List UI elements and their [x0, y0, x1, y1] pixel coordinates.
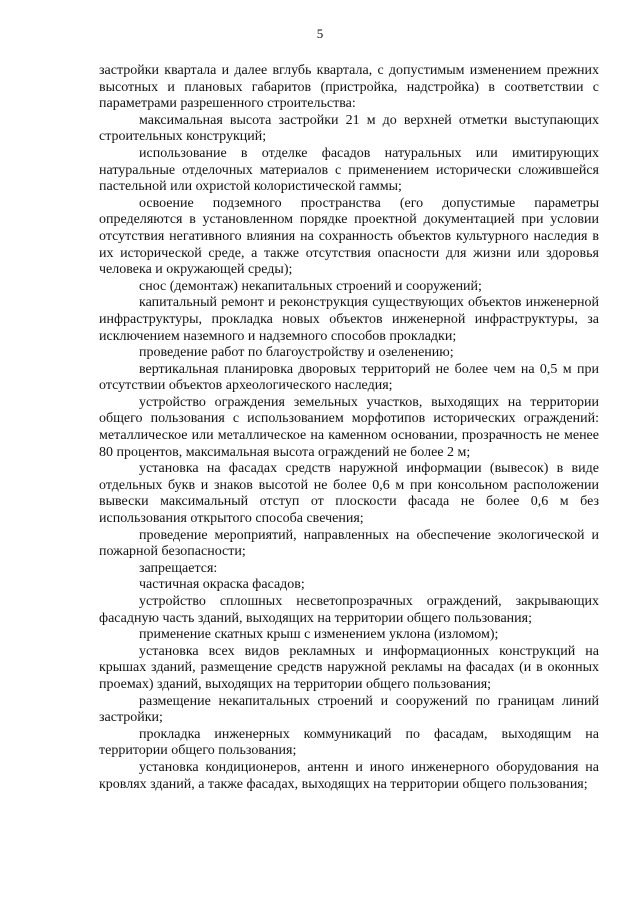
paragraph-14: устройство сплошных несветопрозрачных ограждений, закрывающих фасадную часть зданий, выходящих на территории общего пользования; [99, 594, 599, 626]
paragraph-16: установка всех видов рекламных и информационных конструкций на крышах зданий, размещение средств наружной рекламы на фасадах (и в оконных проемах) зданий, выходящих на территории общего пользования; [99, 643, 599, 692]
paragraph-1: застройки квартала и далее вглубь квартала, с допустимым изменением прежних высотных и плановых габаритов (пристройка, надстройка) в соответствии с параметрами разрешенного строительства: [99, 63, 599, 112]
paragraph-19: установка кондиционеров, антенн и иного инженерного оборудования на кровлях зданий, а также фасадах, выходящих на территории общего пользования; [99, 759, 599, 792]
paragraph-15: применение скатных крыш с изменением уклона (изломом); [139, 627, 499, 643]
paragraph-8: вертикальная планировка дворовых территорий не более чем на 0,5 м при отсутствии объектов археологического наследия; [99, 361, 599, 394]
paragraph-4: освоение подземного пространства (его допустимые параметры определяются в установленном порядке проектной документацией при условии отсутствия негативного влияния на сохранность объектов культурного наследия в их исторической среде, а также отсутствия опасности для жизни или здоровья человека и окружающей среды); [99, 195, 599, 278]
paragraph-11: проведение мероприятий, направленных на обеспечение экологической и пожарной безопасности; [99, 527, 599, 560]
paragraph-12: запрещается: [139, 560, 218, 576]
body-text [99, 63, 599, 793]
paragraph-6: капитальный ремонт и реконструкция существующих объектов инженерной инфраструктуры, прокладка новых объектов инженерной инфраструктуры, за исключением наземного и надземного способов прокладки; [99, 295, 599, 344]
paragraph-5: снос (демонтаж) некапитальных строений и сооружений; [139, 278, 482, 294]
paragraph-9: устройство ограждения земельных участков, выходящих на территории общего пользования с использованием морфотипов исторических ограждений: металлическое или металлическое на каменном основании, прозрачность не менее 80 процентов, максимальная высота ограждений не более 2 м; [99, 394, 599, 460]
paragraph-2: максимальная высота застройки 21 м до верхней отметки выступающих строительных конструкций; [99, 112, 599, 145]
paragraph-17: размещение некапитальных строений и сооружений по границам линий застройки; [99, 693, 599, 726]
paragraph-13: частичная окраска фасадов; [139, 577, 305, 593]
page-number: 5 [316, 26, 324, 41]
paragraph-10: установка на фасадах средств наружной информации (вывесок) в виде отдельных букв и знаков высотой не более 0,6 м при консольном расположении вывески максимальный отступ от плоскости фасада не более 0,6 м без использования открытого способа свечения; [99, 461, 599, 527]
paragraph-7: проведение работ по благоустройству и озеленению; [139, 345, 454, 361]
paragraph-18: прокладка инженерных коммуникаций по фасадам, выходящим на территории общего пользования; [99, 726, 599, 759]
paragraph-3: использование в отделке фасадов натуральных или имитирующих натуральные отделочных материалов с применением исторически сложившейся пастельной или охристой колористической гаммы; [99, 145, 599, 195]
